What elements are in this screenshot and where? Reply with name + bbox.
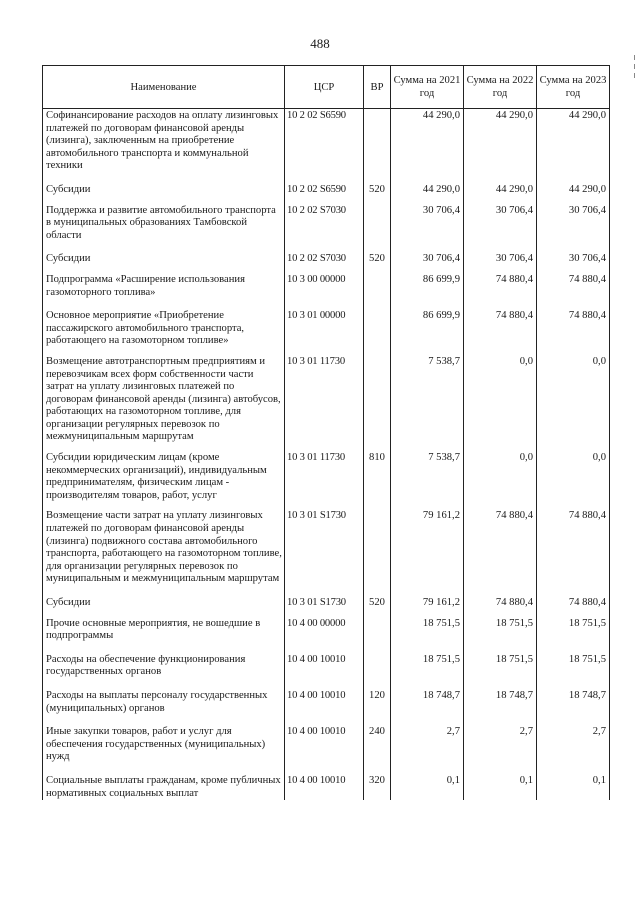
cell-vr: 810 xyxy=(364,452,391,502)
table-row xyxy=(43,205,610,243)
cell-sum-2021: 2,7 xyxy=(391,726,464,764)
table-row xyxy=(43,775,610,800)
cell-sum-2023: 30 706,4 xyxy=(537,205,610,243)
cell-sum-2021: 86 699,9 xyxy=(391,310,464,348)
cell-sum-2021: 18 751,5 xyxy=(391,654,464,679)
header-sum-2022: Сумма на 2022 год xyxy=(464,66,537,109)
cell-sum-2023: 74 880,4 xyxy=(537,274,610,299)
cell-sum-2023: 18 751,5 xyxy=(537,618,610,643)
cell-csr: 10 2 02 S6590 xyxy=(285,184,364,197)
cell-csr: 10 3 01 11730 xyxy=(285,452,364,502)
cell-name: Поддержка и развитие автомобильного транспорта в муниципальных образованиях Тамбовской области xyxy=(43,205,285,243)
cell-name: Основное мероприятие «Приобретение пассажирского автомобильного транспорта, работающего на газомоторном топливе» xyxy=(43,310,285,348)
cell-vr xyxy=(364,618,391,643)
cell-sum-2023: 44 290,0 xyxy=(537,184,610,197)
cell-vr: 520 xyxy=(364,597,391,610)
cell-sum-2022: 44 290,0 xyxy=(464,109,537,173)
cell-name: Возмещение автотранспортным предприятиям и перевозчикам всех форм собственности части затрат на уплату лизинговых платежей по договорам финансовой аренды (лизинга) автобусов, работающих на газомоторном топливе, для организации регулярных перевозок по межмуниципальным маршрутам xyxy=(43,356,285,444)
cell-sum-2022: 74 880,4 xyxy=(464,597,537,610)
cell-name: Прочие основные мероприятия, не вошедшие в подпрограммы xyxy=(43,618,285,643)
cell-name: Субсидии юридическим лицам (кроме некоммерческих организаций), индивидуальным предпринимателям, физическим лицам - производителям товаров, работ, услуг xyxy=(43,452,285,502)
cell-name: Субсидии xyxy=(43,597,285,610)
cell-csr: 10 4 00 10010 xyxy=(285,690,364,715)
cell-sum-2023: 2,7 xyxy=(537,726,610,764)
cell-name: Расходы на выплаты персоналу государственных (муниципальных) органов xyxy=(43,690,285,715)
cell-name: Подпрограмма «Расширение использования газомоторного топлива» xyxy=(43,274,285,299)
cell-vr xyxy=(364,310,391,348)
cell-vr: 520 xyxy=(364,253,391,266)
cell-sum-2023: 74 880,4 xyxy=(537,597,610,610)
cell-sum-2023: 18 748,7 xyxy=(537,690,610,715)
cell-vr: 120 xyxy=(364,690,391,715)
cell-sum-2022: 74 880,4 xyxy=(464,274,537,299)
cell-vr xyxy=(364,109,391,173)
cell-vr: 520 xyxy=(364,184,391,197)
cell-sum-2021: 86 699,9 xyxy=(391,274,464,299)
cell-sum-2021: 79 161,2 xyxy=(391,510,464,586)
table-row xyxy=(43,310,610,348)
cell-csr: 10 2 02 S6590 xyxy=(285,109,364,173)
cell-sum-2023: 44 290,0 xyxy=(537,109,610,173)
cell-sum-2022: 0,0 xyxy=(464,452,537,502)
cell-sum-2022: 0,1 xyxy=(464,775,537,800)
cell-vr xyxy=(364,274,391,299)
cell-csr: 10 3 01 11730 xyxy=(285,356,364,444)
cell-sum-2023: 74 880,4 xyxy=(537,310,610,348)
cell-name: Субсидии xyxy=(43,253,285,266)
cell-sum-2021: 7 538,7 xyxy=(391,356,464,444)
page-number: 488 xyxy=(310,36,330,51)
header-vr: ВР xyxy=(364,66,391,109)
cell-sum-2023: 18 751,5 xyxy=(537,654,610,679)
cell-vr: 320 xyxy=(364,775,391,800)
cell-vr xyxy=(364,205,391,243)
cell-sum-2021: 30 706,4 xyxy=(391,205,464,243)
table-row xyxy=(43,184,610,197)
cell-vr xyxy=(364,654,391,679)
cell-sum-2021: 7 538,7 xyxy=(391,452,464,502)
cell-csr: 10 4 00 10010 xyxy=(285,775,364,800)
cell-sum-2022: 18 751,5 xyxy=(464,654,537,679)
table-row xyxy=(43,597,610,610)
cell-sum-2022: 44 290,0 xyxy=(464,184,537,197)
header-sum-2023: Сумма на 2023 год xyxy=(537,66,610,109)
header-name: Наименование xyxy=(43,66,285,109)
cell-sum-2021: 18 751,5 xyxy=(391,618,464,643)
cell-csr: 10 3 01 S1730 xyxy=(285,597,364,610)
cell-name: Софинансирование расходов на оплату лизинговых платежей по договорам финансовой аренды (лизинга), заключенным на приобретение автомобильного транспорта и коммунальной техники xyxy=(43,109,285,173)
table-row xyxy=(43,618,610,643)
cell-sum-2022: 0,0 xyxy=(464,356,537,444)
cell-csr: 10 3 01 00000 xyxy=(285,310,364,348)
cell-csr: 10 2 02 S7030 xyxy=(285,253,364,266)
table-row xyxy=(43,356,610,444)
cell-sum-2023: 74 880,4 xyxy=(537,510,610,586)
cell-name: Субсидии xyxy=(43,184,285,197)
table-header-row xyxy=(43,66,610,109)
cell-sum-2021: 79 161,2 xyxy=(391,597,464,610)
cell-sum-2023: 0,0 xyxy=(537,452,610,502)
cell-name: Возмещение части затрат на уплату лизинговых платежей по договорам финансовой аренды (лизинга) подвижного состава автомобильного транспорта, работающего на газомоторном топливе, для организации регулярных перевозок по муниципальным и межмуниципальным маршрутам xyxy=(43,510,285,586)
cell-vr: 240 xyxy=(364,726,391,764)
scan-edge-marks xyxy=(634,55,638,85)
header-sum-2021: Сумма на 2021 год xyxy=(391,66,464,109)
cell-sum-2021: 18 748,7 xyxy=(391,690,464,715)
cell-sum-2023: 30 706,4 xyxy=(537,253,610,266)
cell-sum-2021: 44 290,0 xyxy=(391,184,464,197)
table-row xyxy=(43,690,610,715)
cell-sum-2021: 30 706,4 xyxy=(391,253,464,266)
budget-table xyxy=(42,65,610,800)
cell-sum-2023: 0,1 xyxy=(537,775,610,800)
cell-name: Иные закупки товаров, работ и услуг для обеспечения государственных (муниципальных) нужд xyxy=(43,726,285,764)
cell-csr: 10 4 00 10010 xyxy=(285,726,364,764)
table-row xyxy=(43,109,610,173)
cell-sum-2022: 18 751,5 xyxy=(464,618,537,643)
cell-name: Социальные выплаты гражданам, кроме публичных нормативных социальных выплат xyxy=(43,775,285,800)
table-row xyxy=(43,726,610,764)
cell-sum-2022: 74 880,4 xyxy=(464,510,537,586)
table-row xyxy=(43,452,610,502)
cell-sum-2021: 44 290,0 xyxy=(391,109,464,173)
cell-sum-2022: 2,7 xyxy=(464,726,537,764)
table-row xyxy=(43,253,610,266)
cell-csr: 10 3 00 00000 xyxy=(285,274,364,299)
table-row xyxy=(43,274,610,299)
cell-vr xyxy=(364,510,391,586)
cell-sum-2022: 18 748,7 xyxy=(464,690,537,715)
cell-name: Расходы на обеспечение функционирования государственных органов xyxy=(43,654,285,679)
header-csr: ЦСР xyxy=(285,66,364,109)
table-row xyxy=(43,510,610,586)
cell-csr: 10 2 02 S7030 xyxy=(285,205,364,243)
cell-sum-2022: 30 706,4 xyxy=(464,253,537,266)
cell-sum-2023: 0,0 xyxy=(537,356,610,444)
cell-vr xyxy=(364,356,391,444)
cell-csr: 10 4 00 00000 xyxy=(285,618,364,643)
cell-sum-2021: 0,1 xyxy=(391,775,464,800)
table-row xyxy=(43,654,610,679)
cell-csr: 10 4 00 10010 xyxy=(285,654,364,679)
cell-sum-2022: 74 880,4 xyxy=(464,310,537,348)
cell-sum-2022: 30 706,4 xyxy=(464,205,537,243)
cell-csr: 10 3 01 S1730 xyxy=(285,510,364,586)
